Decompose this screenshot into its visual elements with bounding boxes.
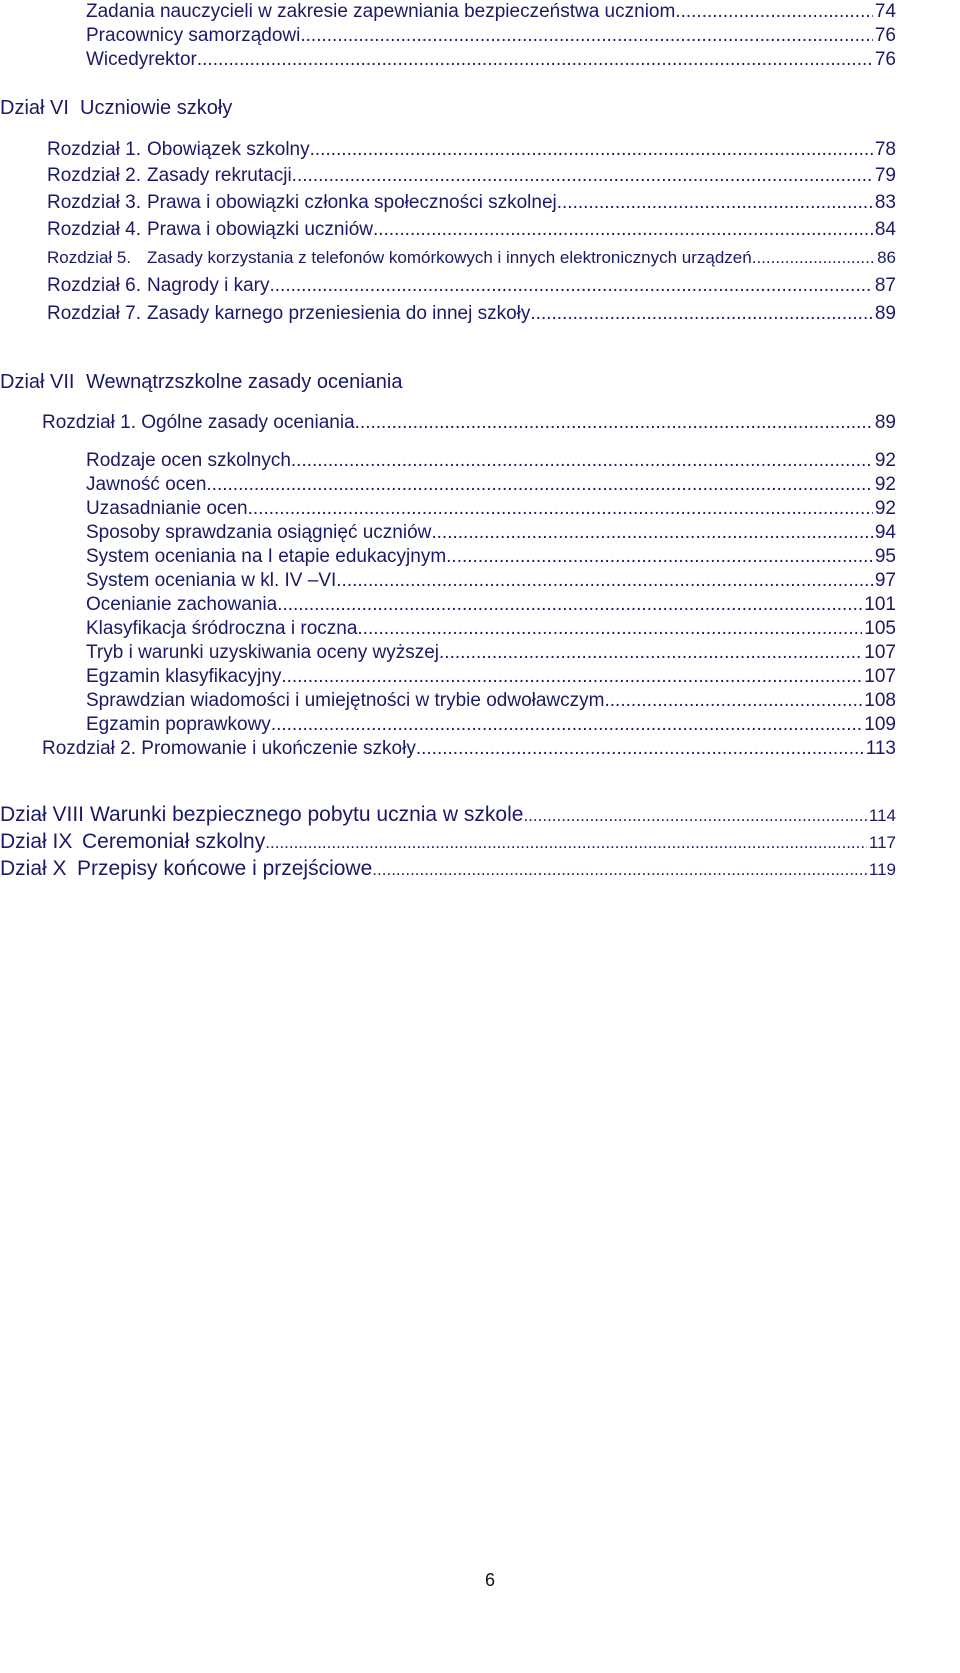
toc-leader-dots xyxy=(265,830,867,856)
section-label: Dział IX xyxy=(0,830,73,853)
chapter-title: Rozdział 2. Promowanie i ukończenie szkoły xyxy=(42,738,416,759)
section-page: 119 xyxy=(868,860,896,879)
subsection-title: System oceniania na I etapie edukacyjnym xyxy=(86,546,447,567)
toc-leader-dots xyxy=(530,302,872,326)
toc-subsection[interactable] xyxy=(86,569,896,593)
toc-leader-dots xyxy=(557,191,873,215)
toc-leader-dots xyxy=(416,737,864,761)
chapter-title: Zasady karnego przeniesienia do innej szkoły xyxy=(147,303,531,324)
chapter-page: 113 xyxy=(865,738,896,759)
section-title: Warunki bezpiecznego pobytu ucznia w szkole xyxy=(90,803,524,826)
toc-leader-dots xyxy=(248,497,873,521)
toc-entry-page: 74 xyxy=(874,1,896,22)
page-number: 6 xyxy=(484,1570,495,1590)
toc-leader-dots xyxy=(355,411,873,435)
subsection-page: 92 xyxy=(874,474,896,495)
section-page: 114 xyxy=(868,806,896,825)
subsection-title: Sprawdzian wiadomości i umiejętności w trybie odwoławczym xyxy=(86,690,605,711)
section-page: 117 xyxy=(868,833,896,852)
chapter-page: 79 xyxy=(874,165,896,186)
toc-chapter[interactable] xyxy=(47,246,896,270)
toc-subsection[interactable] xyxy=(86,497,896,521)
toc-leader-dots xyxy=(523,803,866,829)
toc-chapter[interactable] xyxy=(47,218,896,242)
chapter-label: Rozdział 3. xyxy=(47,192,141,213)
subsection-title: Rodzaje ocen szkolnych xyxy=(86,450,291,471)
chapter-label: Rozdział 6. xyxy=(47,275,141,296)
subsection-title: Sposoby sprawdzania osiągnięć uczniów xyxy=(86,522,432,543)
chapter-page: 89 xyxy=(874,412,896,433)
toc-leader-dots xyxy=(270,274,873,298)
toc-entry-page: 76 xyxy=(874,25,896,46)
subsection-page: 105 xyxy=(864,618,896,639)
toc-leader-dots xyxy=(281,665,862,689)
toc-section-dzial-viii[interactable] xyxy=(0,802,896,829)
subsection-page: 107 xyxy=(864,666,896,687)
chapter-page: 89 xyxy=(874,303,896,324)
toc-entry-title: Zadania nauczycieli w zakresie zapewniania bezpieczeństwa uczniom xyxy=(86,1,676,22)
toc-leader-dots xyxy=(291,449,873,473)
subsection-page: 94 xyxy=(874,522,896,543)
chapter-title: Zasady rekrutacji xyxy=(147,165,292,186)
toc-leader-dots xyxy=(357,617,862,641)
toc-section-dzial-x[interactable] xyxy=(0,856,896,883)
section-heading-dzial-vi[interactable] xyxy=(0,97,232,120)
toc-leader-dots xyxy=(431,521,872,545)
chapter-page: 83 xyxy=(874,192,896,213)
subsection-page: 92 xyxy=(874,450,896,471)
subsection-title: Uzasadnianie ocen xyxy=(86,498,248,519)
toc-subsection[interactable] xyxy=(86,593,896,617)
toc-entry-title: Wicedyrektor xyxy=(86,49,197,70)
toc-entry-title: Pracownicy samorządowi xyxy=(86,25,301,46)
subsection-title: Ocenianie zachowania xyxy=(86,594,278,615)
toc-subsection[interactable] xyxy=(86,473,896,497)
toc-entry[interactable] xyxy=(86,0,896,24)
toc-leader-dots xyxy=(372,857,867,883)
chapter-page: 86 xyxy=(877,248,896,267)
subsection-title: Klasyfikacja śródroczna i roczna xyxy=(86,618,358,639)
toc-subsection[interactable] xyxy=(86,641,896,665)
subsection-page: 97 xyxy=(874,570,896,591)
section-label: Dział VIII xyxy=(0,803,85,826)
subsection-page: 109 xyxy=(864,714,896,735)
section-title: Przepisy końcowe i przejściowe xyxy=(77,857,373,880)
chapter-title: Prawa i obowiązki uczniów xyxy=(147,219,373,240)
toc-leader-dots xyxy=(604,689,862,713)
toc-chapter[interactable] xyxy=(42,737,896,761)
toc-entry-page: 76 xyxy=(874,49,896,70)
toc-leader-dots xyxy=(373,218,873,242)
chapter-label: Rozdział 5. xyxy=(47,248,132,267)
subsection-title: Jawność ocen xyxy=(86,474,207,495)
toc-subsection[interactable] xyxy=(86,521,896,545)
chapter-page: 78 xyxy=(874,139,896,160)
subsection-page: 92 xyxy=(874,498,896,519)
toc-entry[interactable] xyxy=(86,48,896,72)
subsection-page: 95 xyxy=(874,546,896,567)
chapter-label: Rozdział 1. xyxy=(47,139,141,160)
chapter-title: Nagrody i kary xyxy=(147,275,270,296)
section-title: Uczniowie szkoły xyxy=(80,97,233,119)
toc-leader-dots xyxy=(197,48,873,72)
subsection-page: 107 xyxy=(864,642,896,663)
chapter-title: Zasady korzystania z telefonów komórkowych i innych elektronicznych urządzeń xyxy=(147,248,752,267)
toc-subsection[interactable] xyxy=(86,449,896,473)
toc-chapter[interactable] xyxy=(47,274,896,298)
toc-chapter[interactable] xyxy=(47,191,896,215)
toc-chapter[interactable] xyxy=(42,411,896,435)
toc-subsection[interactable] xyxy=(86,713,896,737)
toc-subsection[interactable] xyxy=(86,689,896,713)
subsection-page: 108 xyxy=(864,690,896,711)
subsection-title: Egzamin klasyfikacyjny xyxy=(86,666,282,687)
chapter-label: Rozdział 2. xyxy=(47,165,141,186)
subsection-page: 101 xyxy=(864,594,896,615)
toc-leader-dots xyxy=(292,164,873,188)
toc-leader-dots xyxy=(675,0,873,24)
section-title: Ceremoniał szkolny xyxy=(82,830,266,853)
toc-leader-dots xyxy=(277,593,862,617)
section-label: Dział VI xyxy=(0,97,69,119)
toc-subsection[interactable] xyxy=(86,617,896,641)
toc-leader-dots xyxy=(752,246,875,270)
chapter-title: Prawa i obowiązki członka społeczności szkolnej xyxy=(147,192,557,213)
toc-leader-dots xyxy=(271,713,862,737)
chapter-page: 84 xyxy=(874,219,896,240)
section-label: Dział X xyxy=(0,857,67,880)
toc-leader-dots xyxy=(300,24,873,48)
section-title: Wewnątrzszkolne zasady oceniania xyxy=(86,371,403,393)
toc-leader-dots xyxy=(446,545,873,569)
toc-subsection[interactable] xyxy=(86,545,896,569)
toc-leader-dots xyxy=(439,641,862,665)
toc-section-dzial-ix[interactable] xyxy=(0,829,896,856)
toc-subsection[interactable] xyxy=(86,665,896,689)
toc-entry[interactable] xyxy=(86,24,896,48)
toc-leader-dots xyxy=(206,473,872,497)
chapter-title: Obowiązek szkolny xyxy=(147,139,310,160)
toc-leader-dots xyxy=(310,138,873,162)
toc-leader-dots xyxy=(336,569,873,593)
chapter-label: Rozdział 4. xyxy=(47,219,141,240)
chapter-title: Rozdział 1. Ogólne zasady oceniania xyxy=(42,412,355,433)
chapter-label: Rozdział 7. xyxy=(47,303,141,324)
section-heading-dzial-vii[interactable] xyxy=(0,371,402,394)
subsection-title: System oceniania w kl. IV –VI xyxy=(86,570,337,591)
subsection-title: Egzamin poprawkowy xyxy=(86,714,271,735)
toc-chapter[interactable] xyxy=(47,138,896,162)
subsection-title: Tryb i warunki uzyskiwania oceny wyższej xyxy=(86,642,440,663)
chapter-page: 87 xyxy=(874,275,896,296)
toc-chapter[interactable] xyxy=(47,302,896,326)
toc-chapter[interactable] xyxy=(47,164,896,188)
section-label: Dział VII xyxy=(0,371,75,393)
